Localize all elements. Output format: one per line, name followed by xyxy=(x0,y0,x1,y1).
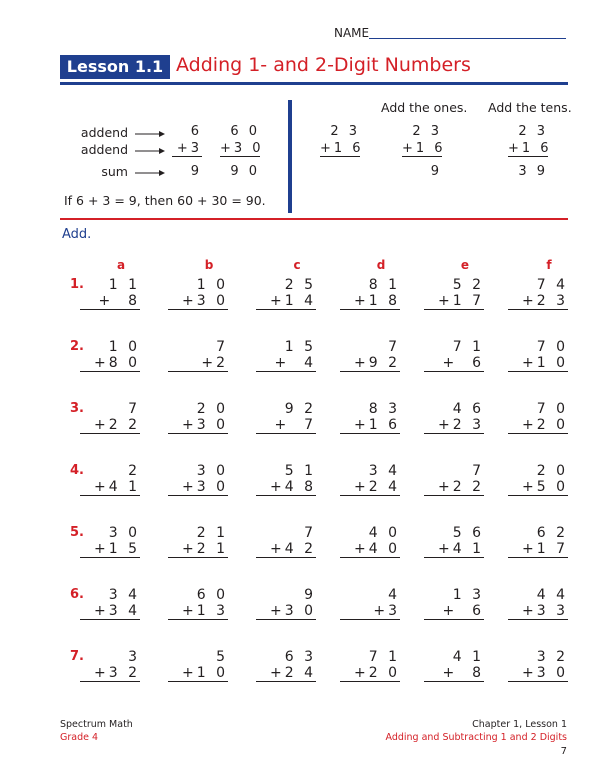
step3-addend-2: +1 6 xyxy=(508,141,552,156)
problem xyxy=(424,463,484,496)
problem xyxy=(80,587,140,620)
problem-addend-2: + 8 xyxy=(80,293,140,310)
problem xyxy=(80,339,140,372)
section-divider xyxy=(60,218,568,220)
problem xyxy=(340,587,400,620)
column-header: b xyxy=(204,258,214,272)
problem-addend-2: +1 7 xyxy=(424,293,484,310)
problem xyxy=(80,649,140,682)
example-addend-2: +3 xyxy=(172,141,202,157)
problem-addend-2: +1 7 xyxy=(508,541,568,558)
problem xyxy=(508,525,568,558)
problem-addend-2: +2 3 xyxy=(424,417,484,434)
problem xyxy=(340,463,400,496)
problem-addend-1: 7 xyxy=(472,463,484,479)
problem xyxy=(80,277,140,310)
problem-addend-2: +1 3 xyxy=(168,603,228,620)
problem-addend-2: +3 0 xyxy=(168,293,228,310)
problem-addend-1: 6 3 xyxy=(284,649,316,665)
problem-addend-1: 5 xyxy=(216,649,228,665)
problem-addend-1: 3 4 xyxy=(368,463,400,479)
name-label: NAME xyxy=(334,26,370,40)
problem-addend-1: 2 xyxy=(128,463,140,479)
problem-addend-1: 1 0 xyxy=(196,277,228,293)
problem-addend-1: 4 xyxy=(388,587,400,603)
step1-addend-2: +1 6 xyxy=(320,141,364,156)
problem xyxy=(168,649,228,682)
row-number: 2. xyxy=(70,339,84,354)
arrow-right-icon xyxy=(135,168,165,178)
problem xyxy=(508,463,568,496)
problem-addend-2: + 4 xyxy=(256,355,316,372)
problem-addend-1: 2 1 xyxy=(196,525,228,541)
problem-addend-1: 2 5 xyxy=(284,277,316,293)
problem-addend-2: +2 3 xyxy=(508,293,568,310)
problem-addend-2: +1 5 xyxy=(80,541,140,558)
example-addend-2: +3 0 xyxy=(220,141,264,156)
problem xyxy=(424,339,484,372)
problem-addend-1: 1 5 xyxy=(284,339,316,355)
step3-addend-1: 2 3 xyxy=(518,124,548,139)
problem-addend-2: +3 0 xyxy=(508,665,568,682)
problem xyxy=(340,339,400,372)
problem xyxy=(256,649,316,682)
problem xyxy=(256,525,316,558)
column-header: f xyxy=(546,258,552,272)
problem-addend-2: +1 8 xyxy=(340,293,400,310)
column-header: d xyxy=(376,258,386,272)
problem xyxy=(80,401,140,434)
problem-addend-1: 1 0 xyxy=(108,339,140,355)
example-addend-1: 6 0 xyxy=(230,124,260,139)
problem-addend-1: 5 1 xyxy=(284,463,316,479)
step3-sum: 3 9 xyxy=(518,164,548,179)
problem-addend-2: +2 0 xyxy=(340,665,400,682)
problem-addend-2: +1 6 xyxy=(340,417,400,434)
column-header: c xyxy=(293,258,301,272)
example-sum: 9 0 xyxy=(230,164,260,179)
problem-addend-2: +2 0 xyxy=(508,417,568,434)
problem xyxy=(168,463,228,496)
problem-addend-1: 9 xyxy=(304,587,316,603)
step2-addend-1: 2 3 xyxy=(412,124,442,139)
problem-addend-2: +4 8 xyxy=(256,479,316,496)
problem xyxy=(256,587,316,620)
problem-addend-1: 4 4 xyxy=(536,587,568,603)
problem-addend-2: +1 0 xyxy=(168,665,228,682)
problem-addend-2: +3 0 xyxy=(256,603,316,620)
example-addend-1: 6 xyxy=(190,124,202,139)
problem-addend-2: +3 2 xyxy=(80,665,140,682)
problem-addend-2: + 7 xyxy=(256,417,316,434)
footer-chapter-title: Adding and Subtracting 1 and 2 Digits xyxy=(385,732,567,743)
footer-brand: Spectrum Math xyxy=(60,719,133,730)
problem xyxy=(340,401,400,434)
problem-addend-2: +2 2 xyxy=(424,479,484,496)
example-sum: 9 xyxy=(190,164,202,179)
footer-chapter: Chapter 1, Lesson 1 xyxy=(472,719,567,730)
step2-sum: 9 xyxy=(430,164,442,179)
problem xyxy=(168,587,228,620)
problem xyxy=(424,649,484,682)
problem-addend-1: 5 2 xyxy=(452,277,484,293)
lesson-title: Adding 1- and 2-Digit Numbers xyxy=(176,54,471,76)
problem-addend-1: 7 0 xyxy=(536,339,568,355)
example-divider xyxy=(288,100,292,213)
problem-addend-1: 8 3 xyxy=(368,401,400,417)
problem-addend-2: + 6 xyxy=(424,355,484,372)
arrow-right-icon xyxy=(135,129,165,139)
problem xyxy=(508,401,568,434)
problem xyxy=(168,401,228,434)
step1-addend-1: 2 3 xyxy=(330,124,360,139)
problem xyxy=(424,525,484,558)
problem-addend-2: + 8 xyxy=(424,665,484,682)
lesson-badge: Lesson 1.1 xyxy=(60,55,170,79)
instructions: Add. xyxy=(62,227,92,242)
title-rule xyxy=(60,82,568,85)
problem xyxy=(256,463,316,496)
problem-addend-2: + 6 xyxy=(424,603,484,620)
problem-addend-1: 7 xyxy=(216,339,228,355)
problem-addend-1: 3 0 xyxy=(196,463,228,479)
problem-addend-1: 3 xyxy=(128,649,140,665)
problem-addend-1: 7 4 xyxy=(536,277,568,293)
column-header: a xyxy=(116,258,126,272)
problem xyxy=(80,525,140,558)
problem-addend-1: 3 4 xyxy=(108,587,140,603)
problem xyxy=(424,587,484,620)
row-number: 6. xyxy=(70,587,84,602)
problem xyxy=(508,587,568,620)
problem xyxy=(80,463,140,496)
problem xyxy=(168,525,228,558)
problem-addend-2: +2 2 xyxy=(80,417,140,434)
problem-addend-2: +3 xyxy=(340,603,400,620)
row-number: 1. xyxy=(70,277,84,292)
problem-addend-2: +8 0 xyxy=(80,355,140,372)
problem-addend-1: 7 xyxy=(388,339,400,355)
problem-addend-1: 4 0 xyxy=(368,525,400,541)
name-field-line[interactable] xyxy=(369,38,566,39)
problem-addend-1: 5 6 xyxy=(452,525,484,541)
problem-addend-2: +4 1 xyxy=(80,479,140,496)
problem xyxy=(168,277,228,310)
problem-addend-1: 7 1 xyxy=(452,339,484,355)
problem xyxy=(340,277,400,310)
column-header: e xyxy=(460,258,470,272)
problem-addend-2: +4 2 xyxy=(256,541,316,558)
problem xyxy=(508,277,568,310)
problem xyxy=(424,401,484,434)
problem-addend-2: +3 4 xyxy=(80,603,140,620)
problem-addend-2: +4 0 xyxy=(340,541,400,558)
step2-addend-2: +1 6 xyxy=(402,141,446,156)
problem xyxy=(424,277,484,310)
problem-addend-2: +9 2 xyxy=(340,355,400,372)
problem-addend-1: 7 xyxy=(304,525,316,541)
row-number: 7. xyxy=(70,649,84,664)
problem-addend-2: +3 3 xyxy=(508,603,568,620)
problem-addend-1: 3 2 xyxy=(536,649,568,665)
problem xyxy=(340,525,400,558)
problem xyxy=(256,401,316,434)
problem-addend-2: +3 0 xyxy=(168,479,228,496)
row-number: 5. xyxy=(70,525,84,540)
step-header-tens: Add the tens. xyxy=(488,100,572,115)
problem-addend-1: 1 1 xyxy=(108,277,140,293)
problem-addend-1: 4 1 xyxy=(452,649,484,665)
problem-addend-2: +2 4 xyxy=(256,665,316,682)
problem-addend-1: 2 0 xyxy=(196,401,228,417)
problem-addend-1: 7 0 xyxy=(536,401,568,417)
problem-addend-1: 8 1 xyxy=(368,277,400,293)
problem xyxy=(256,339,316,372)
problem-addend-2: +1 0 xyxy=(508,355,568,372)
problem xyxy=(508,649,568,682)
page-number: 7 xyxy=(560,746,567,757)
problem-addend-1: 3 0 xyxy=(108,525,140,541)
problem xyxy=(256,277,316,310)
row-number: 3. xyxy=(70,401,84,416)
problem-addend-2: +2 xyxy=(168,355,228,372)
problem xyxy=(340,649,400,682)
problem-addend-1: 7 1 xyxy=(368,649,400,665)
problem-addend-1: 9 2 xyxy=(284,401,316,417)
example-statement: If 6 + 3 = 9, then 60 + 30 = 90. xyxy=(64,193,266,208)
problem-addend-2: +1 4 xyxy=(256,293,316,310)
problem-addend-1: 6 0 xyxy=(196,587,228,603)
problem-addend-2: +2 4 xyxy=(340,479,400,496)
row-number: 4. xyxy=(70,463,84,478)
addend-label-1: addend xyxy=(80,125,128,140)
problem xyxy=(508,339,568,372)
sum-label: sum xyxy=(101,164,128,179)
problem-addend-1: 2 0 xyxy=(536,463,568,479)
arrow-right-icon xyxy=(135,146,165,156)
problem-addend-1: 7 xyxy=(128,401,140,417)
problem-addend-2: +3 0 xyxy=(168,417,228,434)
problem-addend-2: +5 0 xyxy=(508,479,568,496)
problem-addend-1: 1 3 xyxy=(452,587,484,603)
problem-addend-2: +4 1 xyxy=(424,541,484,558)
problem-addend-1: 6 2 xyxy=(536,525,568,541)
problem xyxy=(168,339,228,372)
problem-addend-2: +2 1 xyxy=(168,541,228,558)
problem-addend-1: 4 6 xyxy=(452,401,484,417)
footer-grade: Grade 4 xyxy=(60,732,99,743)
addend-label-2: addend xyxy=(80,142,128,157)
step-header-ones: Add the ones. xyxy=(381,100,468,115)
